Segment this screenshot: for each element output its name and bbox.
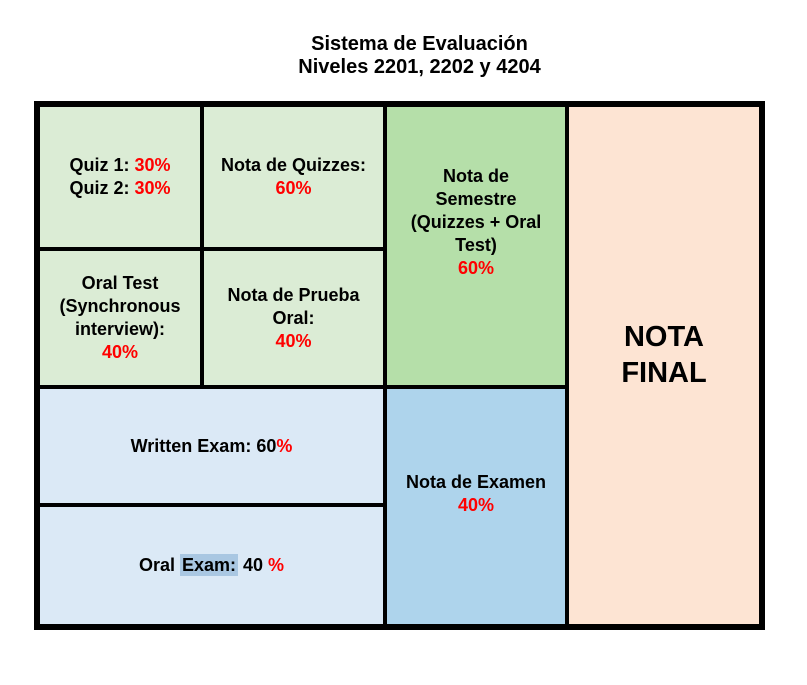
oral-exam-prefix: Oral	[138, 555, 180, 575]
oral-exam-number: 40	[238, 555, 269, 575]
nota-examen-label: Nota de Examen	[405, 471, 547, 492]
oral-test-line-2: (Synchronous	[59, 296, 181, 316]
nota-semestre-line-2: Semestre	[435, 188, 517, 209]
nota-semestre-line-3: (Quizzes + Oral	[410, 211, 542, 232]
oral-test-line-1: Oral Test	[81, 273, 159, 293]
cell-written-exam	[40, 389, 383, 503]
written-exam-percent-sign: %	[276, 435, 293, 456]
evaluation-table	[34, 101, 765, 630]
nota-prueba-percent: 40%	[275, 330, 312, 351]
quiz-2-line	[69, 177, 170, 200]
nota-quizzes-label: Nota de Quizzes:	[220, 155, 367, 175]
nota-prueba-line-2: Oral:	[272, 307, 315, 328]
nota-semestre-line-1: Nota de	[442, 165, 509, 186]
title-line-2: Niveles 2201, 2202 y 4204	[298, 56, 541, 78]
quiz-2-percent: 30%	[134, 178, 171, 198]
written-exam-line	[131, 435, 293, 458]
quiz-1-percent: 30%	[134, 155, 171, 175]
oral-test-percent: 40%	[101, 342, 139, 362]
quiz-2-label: Quiz 2:	[69, 178, 135, 198]
title-line-1: Sistema de Evaluación	[311, 33, 528, 55]
oral-exam-percent-sign: %	[268, 555, 285, 575]
nota-final-line-2: FINAL	[621, 356, 707, 389]
cell-quizzes	[40, 107, 200, 247]
nota-final-line-1: NOTA	[623, 320, 704, 353]
nota-prueba-line-1: Nota de Prueba	[227, 284, 360, 305]
oral-test-line-3: interview):	[74, 319, 166, 339]
cell-oral-exam	[40, 507, 383, 624]
nota-quizzes-percent: 60%	[275, 178, 312, 198]
cell-nota-examen	[387, 389, 565, 624]
oral-exam-highlighted-word: Exam:	[181, 555, 236, 575]
page-title	[54, 33, 785, 79]
nota-examen-percent: 40%	[457, 494, 495, 515]
written-exam-label: Written Exam: 60	[130, 435, 277, 456]
quiz-1-line	[69, 154, 170, 177]
cell-nota-prueba-oral	[204, 251, 383, 385]
nota-semestre-percent: 60%	[457, 257, 495, 278]
nota-semestre-line-4: Test)	[455, 234, 497, 255]
cell-nota-semestre	[387, 107, 565, 385]
cell-oral-test	[40, 251, 200, 385]
quiz-1-label: Quiz 1:	[69, 155, 135, 175]
cell-nota-quizzes	[204, 107, 383, 247]
oral-exam-line	[139, 554, 284, 577]
cell-nota-final	[569, 107, 759, 624]
